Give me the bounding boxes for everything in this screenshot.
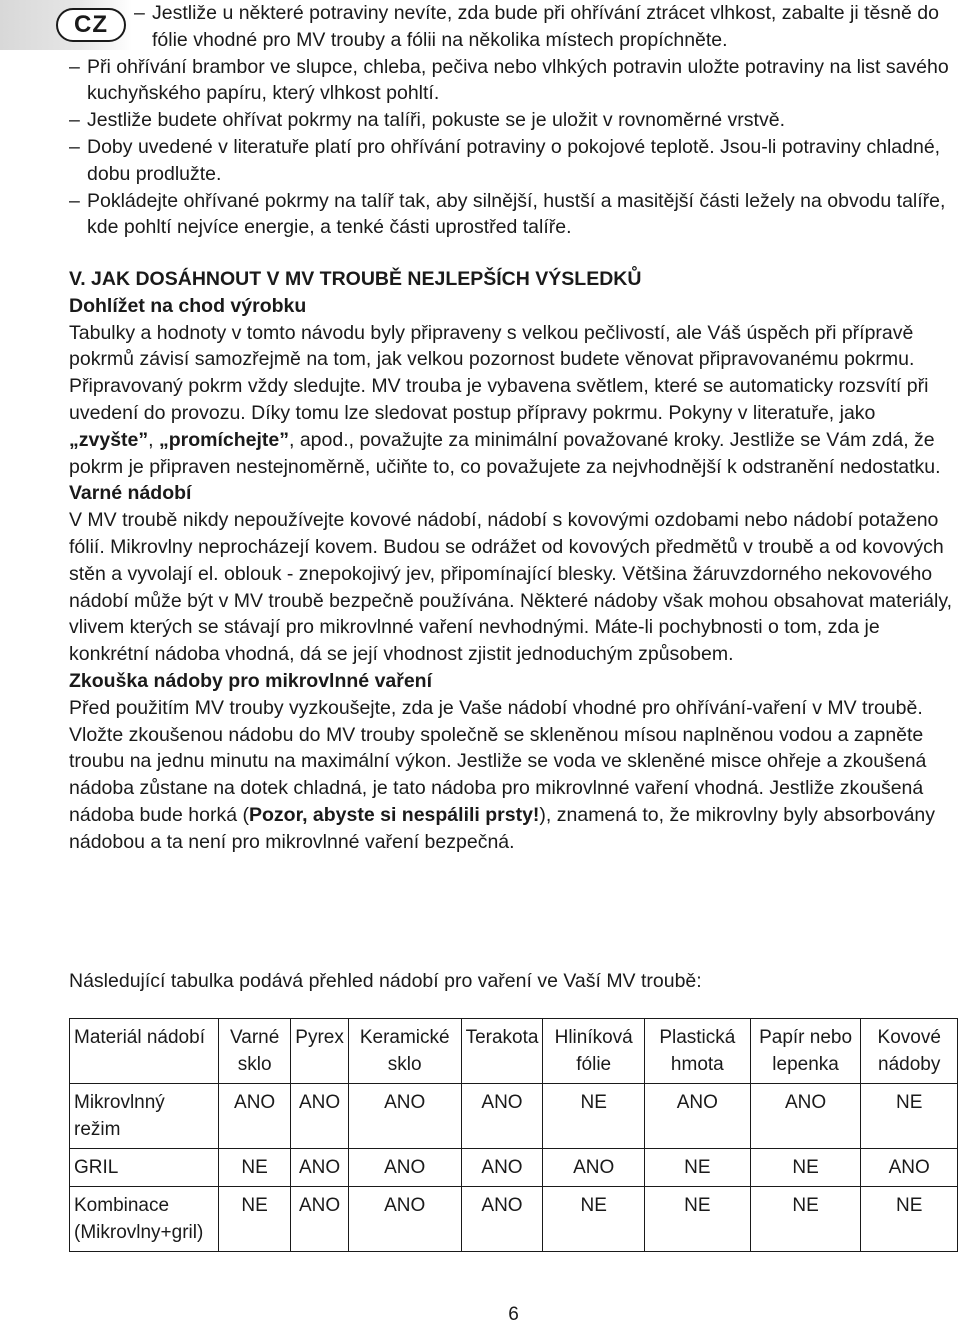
table-cell: NE <box>644 1149 750 1187</box>
tips-list <box>69 0 957 241</box>
table-header-cell: Hliníková fólie <box>543 1019 645 1084</box>
list-item: – Jestliže u některé potraviny nevíte, zda bude při ohřívání ztrácet vlhkost, zabalte ji těsně do fólie vhodné pro MV trouby a fólii na několika místech propíchněte. <box>134 2 939 51</box>
table-header-cell: Terakota <box>461 1019 543 1084</box>
table-row <box>70 1187 958 1252</box>
text-run: , <box>148 428 159 451</box>
list-item-text: Doby uvedené v literatuře platí pro ohřívání potraviny o pokojové teplotě. Jsou-li potraviny chladné, dobu prodlužte. <box>87 135 941 185</box>
list-item-text: Pokládejte ohřívané pokrmy na talíř tak, aby silnější, hustší a masitější části ležely na obvodu talíře, kde pohltí nejvíce energie, a tenké části uprostřed talíře. <box>87 189 946 239</box>
table-cell: ANO <box>291 1084 349 1149</box>
table-cell: NE <box>861 1084 958 1149</box>
emphasis-promichejte: „promíchejte” <box>158 428 289 451</box>
paragraph-cookware: V MV troubě nikdy nepoužívejte kovové nádobí, nádobí s kovovými ozdobami nebo nádobí potaženo fólií. Mikrovlny neprocházejí kovem. Budou se odrážet od kovových předmětů v troubě a od kovových stěn a vyvolají el. oblouk - znepokojivý jev, připomínající blesky. Většina žáruvzdorného nekovového nádobí může být v MV troubě bezpečně používána. Některé nádoby však mohou obsahovat materiály, vlivem kterých se stávají pro mikrovlnné vaření nevhodnými. Máte-li pochybnosti o tom, zda je konkrétní nádoba vhodná, dá se její vhodnost zjistit jednoduchým způsobem. <box>69 509 953 666</box>
table-header-cell: Varné sklo <box>219 1019 291 1084</box>
text-run: Tabulky a hodnoty v tomto návodu byly připraveny s velkou pečlivostí, ale Váš úspěch při přípravě pokrmů závisí samozřejmě na tom, jak velkou pozornost budete věnovat připravovanému pokrmu. Připravovaný pokrm vždy sledujte. MV trouba je vybavena světlem, které se automaticky rozsvítí při uvedení do provozu. Díky tomu lze sledovat postup přípravy pokrmu. Pokyny v literatuře, jako <box>69 321 929 424</box>
table-header-cell: Materiál nádobí <box>70 1019 219 1084</box>
list-item-text: Jestliže budete ohřívat pokrmy na talíři, pokuste se je uložit v rovnoměrné vrstvě. <box>87 109 785 132</box>
table-cell: NE <box>219 1149 291 1187</box>
table-cell: ANO <box>461 1084 543 1149</box>
table-cell: NE <box>750 1187 861 1252</box>
list-item: – Při ohřívání brambor ve slupce, chleba, pečiva nebo vlhkých potravin uložte potraviny na list savého kuchyňského papíru, který vlhkost pohltí. <box>69 55 949 105</box>
section-best-results <box>69 266 954 856</box>
table-intro: Následující tabulka podává přehled nádobí pro vaření ve Vaší MV troubě: <box>69 970 702 992</box>
subheading-supervision: Dohlížet na chod výrobku <box>69 294 307 317</box>
table-cell: NE <box>219 1187 291 1252</box>
table-cell: ANO <box>291 1149 349 1187</box>
table-cell: ANO <box>543 1149 645 1187</box>
table-cell: GRIL <box>70 1149 219 1187</box>
table-header-cell: Pyrex <box>291 1019 349 1084</box>
table-header-row <box>70 1019 958 1084</box>
section-title: V. JAK DOSÁHNOUT V MV TROUBĚ NEJLEPŠÍCH VÝSLEDKŮ <box>69 268 642 290</box>
table-cell: Mikrovlnný režim <box>70 1084 219 1149</box>
table-cell: ANO <box>219 1084 291 1149</box>
table-cell: NE <box>750 1149 861 1187</box>
table-cell: ANO <box>461 1149 543 1187</box>
table-cell: NE <box>543 1187 645 1252</box>
table-cell: ANO <box>461 1187 543 1252</box>
text-run: Před použitím MV trouby vyzkoušejte, zda je Vaše nádobí vhodné pro ohřívání-vaření v MV troubě. Vložte zkoušenou nádobu do MV trouby společně se skleněnou mísou naplněnou vodou a zapněte troubu na jednu minutu na maximální výkon. Jestliže se voda ve skleněné misce ohřeje a zkoušená nádoba zůstane na dotek chladná, je tato nádoba pro mikrovlnné vaření vhodná. Jestliže zkoušená nádoba bude horká ( <box>69 696 927 826</box>
table-cell: ANO <box>348 1084 461 1149</box>
table-cell: ANO <box>348 1149 461 1187</box>
text-run: ), znamená to, že mikrovlny byly absorbovány nádobou a ta není pro mikrovlnné vaření bezpečná. <box>69 803 936 853</box>
text-run: , apod., považujte za minimální považované kroky. Jestliže se Vám zdá, že pokrm je připraven nestejnoměrně, učiňte to, co považujete za nejvhodnější k odstranění nedostatku. <box>69 428 941 478</box>
paragraph-dish-test <box>69 695 954 856</box>
emphasis-zvyste: „zvyšte” <box>69 428 149 451</box>
table-row <box>70 1084 958 1149</box>
table-header-cell: Plastická hmota <box>644 1019 750 1084</box>
list-item: – Jestliže budete ohřívat pokrmy na talíři, pokuste se je uložit v rovnoměrné vrstvě. <box>69 109 785 132</box>
table-row <box>70 1149 958 1187</box>
table-cell: ANO <box>291 1187 349 1252</box>
table-cell: NE <box>861 1187 958 1252</box>
table-cell: ANO <box>750 1084 861 1149</box>
list-item-text: Při ohřívání brambor ve slupce, chleba, pečiva nebo vlhkých potravin uložte potraviny na list savého kuchyňského papíru, který vlhkost pohltí. <box>87 55 949 105</box>
warning-text: Pozor, abyste si nespálili prsty! <box>248 803 540 826</box>
table-cell: NE <box>644 1187 750 1252</box>
table-header-cell: Kovové nádoby <box>861 1019 958 1084</box>
table-header-cell: Keramické sklo <box>348 1019 461 1084</box>
paragraph-supervision <box>69 320 954 481</box>
table-cell: ANO <box>861 1149 958 1187</box>
table-cell: ANO <box>644 1084 750 1149</box>
language-code: CZ <box>74 10 108 38</box>
table-cell: ANO <box>348 1187 461 1252</box>
subheading-dish-test: Zkouška nádoby pro mikrovlnné vaření <box>69 669 433 692</box>
table-cell: NE <box>543 1084 645 1149</box>
page-number: 6 <box>508 1304 519 1325</box>
list-item: – Doby uvedené v literatuře platí pro ohřívání potraviny o pokojové teplotě. Jsou-li potraviny chladné, dobu prodlužte. <box>69 135 941 185</box>
list-item: – Pokládejte ohřívané pokrmy na talíř tak, aby silnější, hustší a masitější části ležely na obvodu talíře, kde pohltí nejvíce energie, a tenké části uprostřed talíře. <box>69 189 946 239</box>
subheading-cookware: Varné nádobí <box>69 482 192 505</box>
table-cell: Kombinace (Mikrovlny+gril) <box>70 1187 219 1252</box>
list-item-text: Jestliže u některé potraviny nevíte, zda bude při ohřívání ztrácet vlhkost, zabalte ji těsně do fólie vhodné pro MV trouby a fólii na několika místech propíchněte. <box>152 2 939 51</box>
cookware-table <box>69 1018 958 1252</box>
table-header-cell: Papír nebo lepenka <box>750 1019 861 1084</box>
